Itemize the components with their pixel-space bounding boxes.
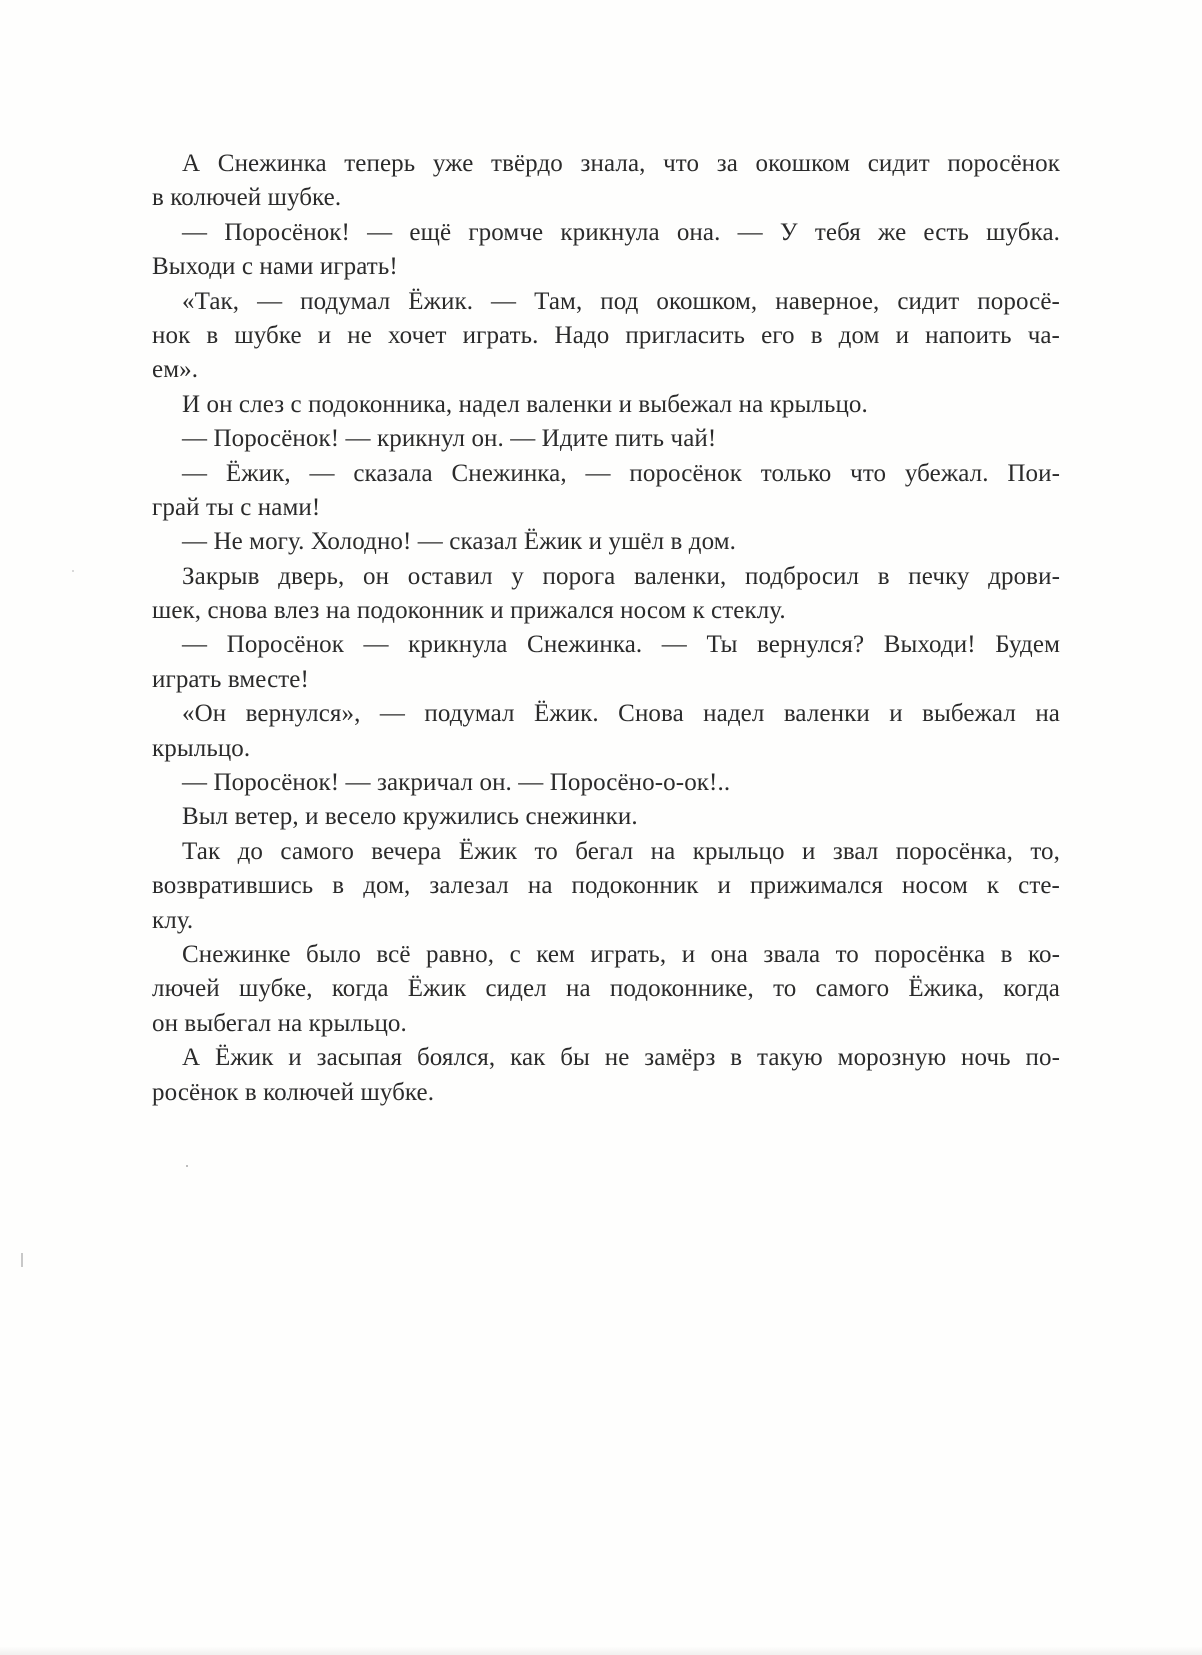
text-line: росёнок в колючей шубке.: [152, 1078, 435, 1106]
text-line: Снежинке было всё равно, с кем играть, и она звала то поросёнка в ко-: [182, 940, 1060, 968]
scan-speck: [186, 1165, 188, 1167]
story-text: [152, 147, 1060, 1110]
scan-mark: [21, 1253, 23, 1267]
text-line: лючей шубке, когда Ёжик сидел на подоконнике, то самого Ёжика, когда: [152, 975, 1060, 1003]
text-line: клу.: [152, 906, 194, 934]
text-line: Выходи с нами играть!: [152, 253, 398, 281]
text-line: грай ты с нами!: [152, 493, 321, 521]
text-line: «Так, — подумал Ёжик. — Там, под окошком, наверное, сидит поросё-: [182, 287, 1060, 315]
scan-speck: [72, 570, 74, 572]
text-line: ем».: [152, 356, 199, 384]
text-line: в колючей шубке.: [152, 184, 342, 212]
text-line: возвратившись в дом, залезал на подоконник и прижимался носом к сте-: [152, 872, 1060, 900]
text-line: шек, снова влез на подоконник и прижался носом к стеклу.: [152, 597, 786, 625]
text-line: Так до самого вечера Ёжик то бегал на крыльцо и звал поросёнка, то,: [182, 837, 1060, 865]
text-line: А Ёжик и засыпая боялся, как бы не замёрз в такую морозную ночь по-: [182, 1044, 1060, 1072]
text-line: А Снежинка теперь уже твёрдо знала, что за окошком сидит поросёнок: [182, 150, 1060, 177]
text-line: крыльцо.: [152, 734, 251, 762]
text-line: Выл ветер, и весело кружились снежинки.: [182, 803, 638, 831]
text-line: Закрыв дверь, он оставил у порога валенки, подбросил в печку дрови-: [182, 562, 1060, 590]
text-line: играть вместе!: [152, 665, 309, 693]
text-line: — Ёжик, — сказала Снежинка, — поросёнок только что убежал. Пои-: [182, 459, 1060, 487]
text-line: нок в шубке и не хочет играть. Надо пригласить его в дом и напоить ча-: [152, 321, 1060, 349]
text-line: И он слез с подоконника, надел валенки и выбежал на крыльцо.: [182, 390, 868, 418]
text-line: он выбегал на крыльцо.: [152, 1009, 407, 1037]
text-line: «Он вернулся», — подумал Ёжик. Снова надел валенки и выбежал на: [182, 700, 1060, 728]
text-line: — Поросёнок! — крикнул он. — Идите пить чай!: [182, 425, 717, 453]
page-bottom-edge: [0, 1647, 1202, 1655]
text-line: — Поросёнок! — ещё громче крикнула она. — У тебя же есть шубка.: [182, 218, 1060, 246]
text-line: — Не могу. Холодно! — сказал Ёжик и ушёл в дом.: [182, 528, 737, 556]
text-line: — Поросёнок! — закричал он. — Поросёно-о-ок!..: [182, 769, 731, 797]
text-line: — Поросёнок — крикнула Снежинка. — Ты вернулся? Выходи! Будем: [182, 631, 1060, 659]
